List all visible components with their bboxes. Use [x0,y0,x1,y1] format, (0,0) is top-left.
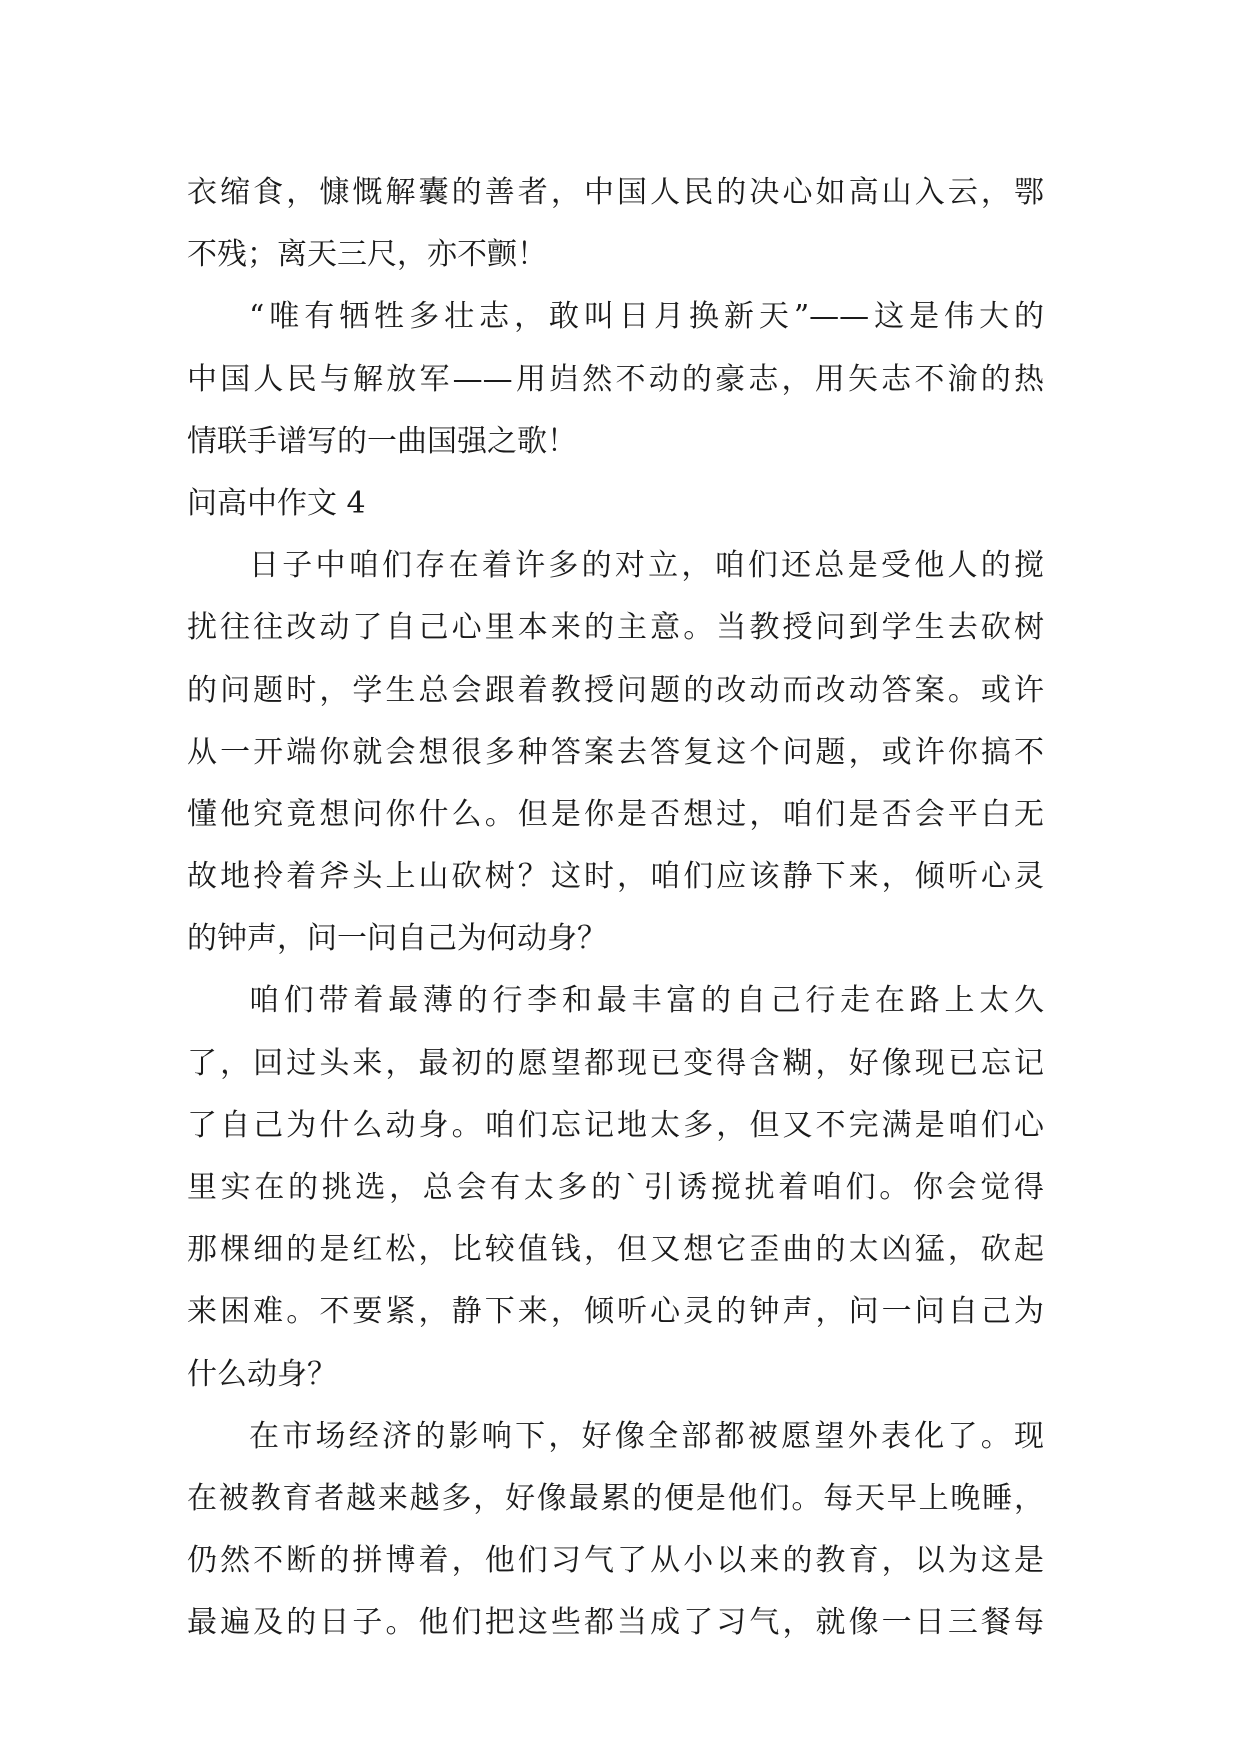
text-line: 不残；离天三尺，亦不颤！ [187,237,547,273]
text-line: 中国人民与解放军——用岿然不动的豪志，用矢志不渝的热 [187,361,1044,397]
text-line: 的问题时，学生总会跟着教授问题的改动而改动答案。或许 [187,672,1044,708]
text-line: 那棵细的是红松，比较值钱，但又想它歪曲的太凶猛，砍起 [187,1232,1044,1268]
text-line: 最遍及的日子。他们把这些都当成了习气，就像一日三餐每 [187,1605,1044,1641]
text-line: 懂他究竟想问你什么。但是你是否想过，咱们是否会平白无 [187,796,1044,832]
text-line: 了自己为什么动身。咱们忘记地太多，但又不完满是咱们心 [187,1107,1044,1143]
text-line: 日子中咱们存在着许多的对立，咱们还总是受他人的搅 [249,548,1044,584]
text-line: 在被教育者越来越多，好像最累的便是他们。每天早上晚睡， [187,1480,1044,1516]
text-line: 衣缩食，慷慨解囊的善者，中国人民的决心如高山入云，鄂 [187,175,1044,210]
text-line: 情联手谱写的一曲国强之歌！ [187,423,577,459]
text-line: “唯有牺牲多壮志，敢叫日月换新天”——这是伟大的 [249,299,1044,335]
text-line: 里实在的挑选，总会有太多的`引诱搅扰着咱们。你会觉得 [187,1170,1044,1205]
text-line: 在市场经济的影响下，好像全部都被愿望外表化了。现 [249,1418,1044,1454]
text-line: 了，回过头来，最初的愿望都现已变得含糊，好像现已忘记 [187,1045,1044,1081]
text-line: 的钟声，问一问自己为何动身？ [187,921,607,957]
section-heading: 问高中作文 4 [187,485,366,521]
text-line: 仍然不断的拼博着，他们习气了从小以来的教育，以为这是 [187,1543,1044,1579]
text-line: 来困难。不要紧，静下来，倾听心灵的钟声，问一问自己为 [187,1294,1044,1330]
document-body [187,162,1044,1655]
text-line: 什么动身？ [187,1356,337,1392]
text-line: 咱们带着最薄的行李和最丰富的自己行走在路上太久 [249,983,1044,1019]
text-line: 从一开端你就会想很多种答案去答复这个问题，或许你搞不 [187,734,1044,770]
text-line: 扰往往改动了自己心里本来的主意。当教授问到学生去砍树 [187,610,1044,646]
text-line: 故地拎着斧头上山砍树？这时，咱们应该静下来，倾听心灵 [187,859,1044,895]
